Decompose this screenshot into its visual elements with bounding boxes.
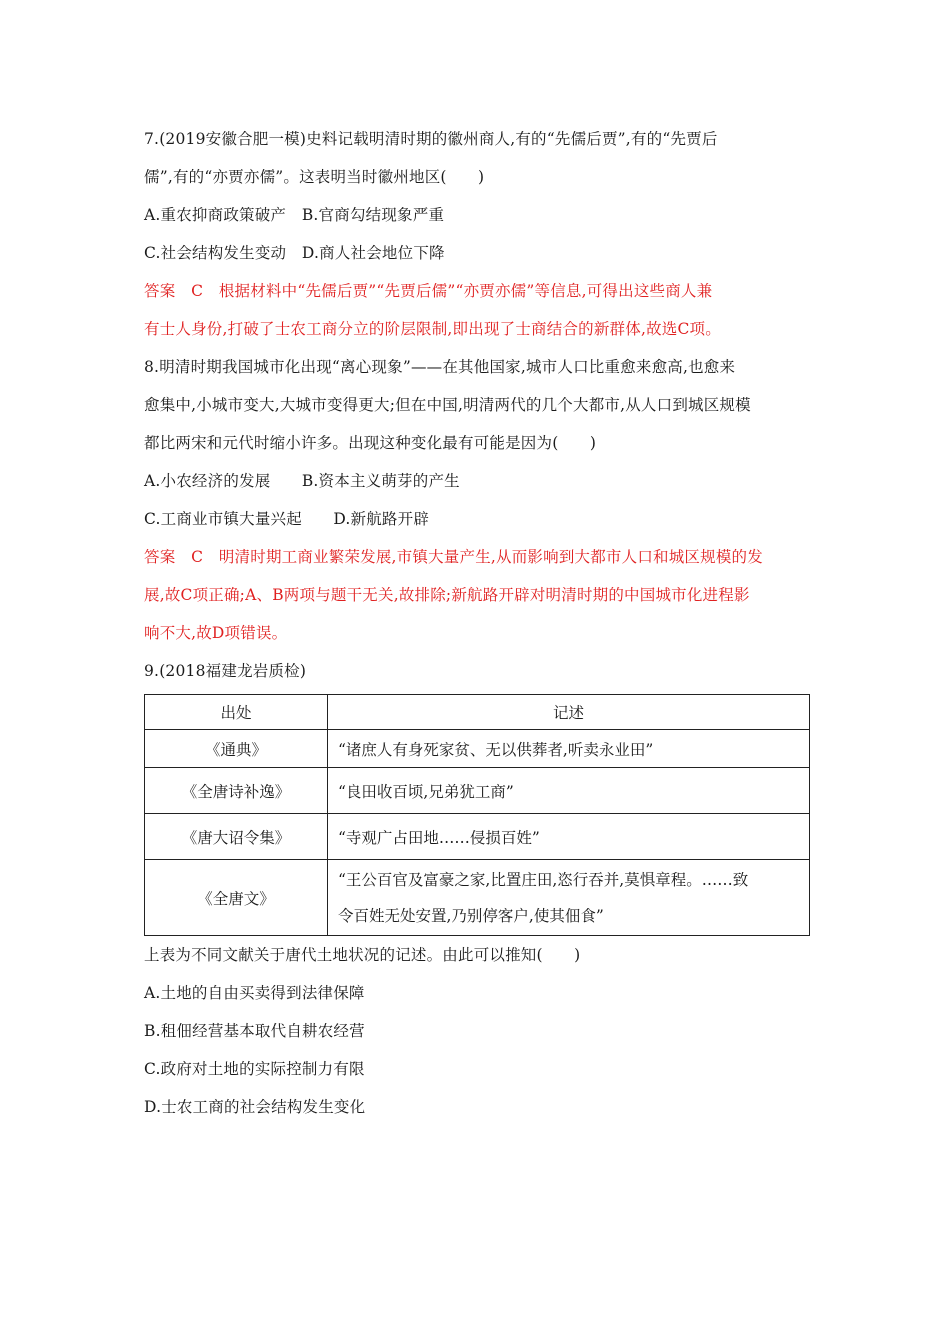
q9-stem: 上表为不同文献关于唐代土地状况的记述。由此可以推知( ) xyxy=(144,946,581,964)
q8-options-ab: A.小农经济的发展 B.资本主义萌芽的产生 xyxy=(144,472,460,490)
q8-answer-line-1: 答案 C 明清时期工商业繁荣发展,市镇大量产生,从而影响到大都市人口和城区规模的发 xyxy=(144,548,763,566)
source-table xyxy=(144,694,810,936)
question-9 xyxy=(144,652,812,1126)
table-cell-record: “良田收百顷,兄弟犹工商” xyxy=(328,768,810,814)
q8-stem-line-1: 8.明清时期我国城市化出现“离心现象”——在其他国家,城市人口比重愈来愈高,也愈来 xyxy=(144,358,736,376)
table-cell-source: 《全唐诗补逸》 xyxy=(145,768,328,814)
table-header-record: 记述 xyxy=(328,695,810,730)
table-header-source: 出处 xyxy=(145,695,328,730)
table-cell-source: 《通典》 xyxy=(145,730,328,768)
table-row xyxy=(145,768,810,814)
table-row xyxy=(145,814,810,860)
table-cell-record: “寺观广占田地……侵损百姓” xyxy=(328,814,810,860)
q7-stem-line-2: 儒”,有的“亦贾亦儒”。这表明当时徽州地区( ) xyxy=(144,168,485,186)
table-cell-source: 《全唐文》 xyxy=(145,860,328,936)
q7-options-cd: C.社会结构发生变动 D.商人社会地位下降 xyxy=(144,244,445,262)
table-header-row xyxy=(145,695,810,730)
table-cell-record-line-1: “王公百官及富豪之家,比置庄田,恣行吞并,莫惧章程。……致 xyxy=(338,870,749,889)
q9-option-b: B.租佃经营基本取代自耕农经营 xyxy=(144,1022,365,1040)
q8-stem-line-2: 愈集中,小城市变大,大城市变得更大;但在中国,明清两代的几个大都市,从人口到城区规模 xyxy=(144,396,751,414)
q9-title: 9.(2018福建龙岩质检) xyxy=(144,662,307,680)
q7-answer-line-2: 有士人身份,打破了士农工商分立的阶层限制,即出现了士商结合的新群体,故选C项。 xyxy=(144,320,721,338)
table-cell-record-line-2: 令百姓无处安置,乃别停客户,使其佃食” xyxy=(338,906,604,925)
table-row xyxy=(145,860,810,936)
q8-stem-line-3: 都比两宋和元代时缩小许多。出现这种变化最有可能是因为( ) xyxy=(144,434,597,452)
q7-stem-line-1: 7.(2019安徽合肥一模)史料记载明清时期的徽州商人,有的“先儒后贾”,有的“先贾后 xyxy=(144,130,718,148)
table-cell-record xyxy=(328,860,810,936)
q8-answer-line-3: 响不大,故D项错误。 xyxy=(144,624,288,642)
document-page xyxy=(144,120,812,1126)
table-row xyxy=(145,730,810,768)
q9-option-d: D.士农工商的社会结构发生变化 xyxy=(144,1098,366,1116)
question-8 xyxy=(144,348,812,652)
q7-options-ab: A.重农抑商政策破产 B.官商勾结现象严重 xyxy=(144,206,445,224)
q8-answer-line-2: 展,故C项正确;A、B两项与题干无关,故排除;新航路开辟对明清时期的中国城市化进程影 xyxy=(144,586,750,604)
q9-option-c: C.政府对土地的实际控制力有限 xyxy=(144,1060,365,1078)
table-cell-record: “诸庶人有身死家贫、无以供葬者,听卖永业田” xyxy=(328,730,810,768)
table-cell-source: 《唐大诏令集》 xyxy=(145,814,328,860)
q8-options-cd: C.工商业市镇大量兴起 D.新航路开辟 xyxy=(144,510,430,528)
q7-answer-line-1: 答案 C 根据材料中“先儒后贾”“先贾后儒”“亦贾亦儒”等信息,可得出这些商人兼 xyxy=(144,282,713,300)
question-7 xyxy=(144,120,812,348)
q9-option-a: A.土地的自由买卖得到法律保障 xyxy=(144,984,365,1002)
